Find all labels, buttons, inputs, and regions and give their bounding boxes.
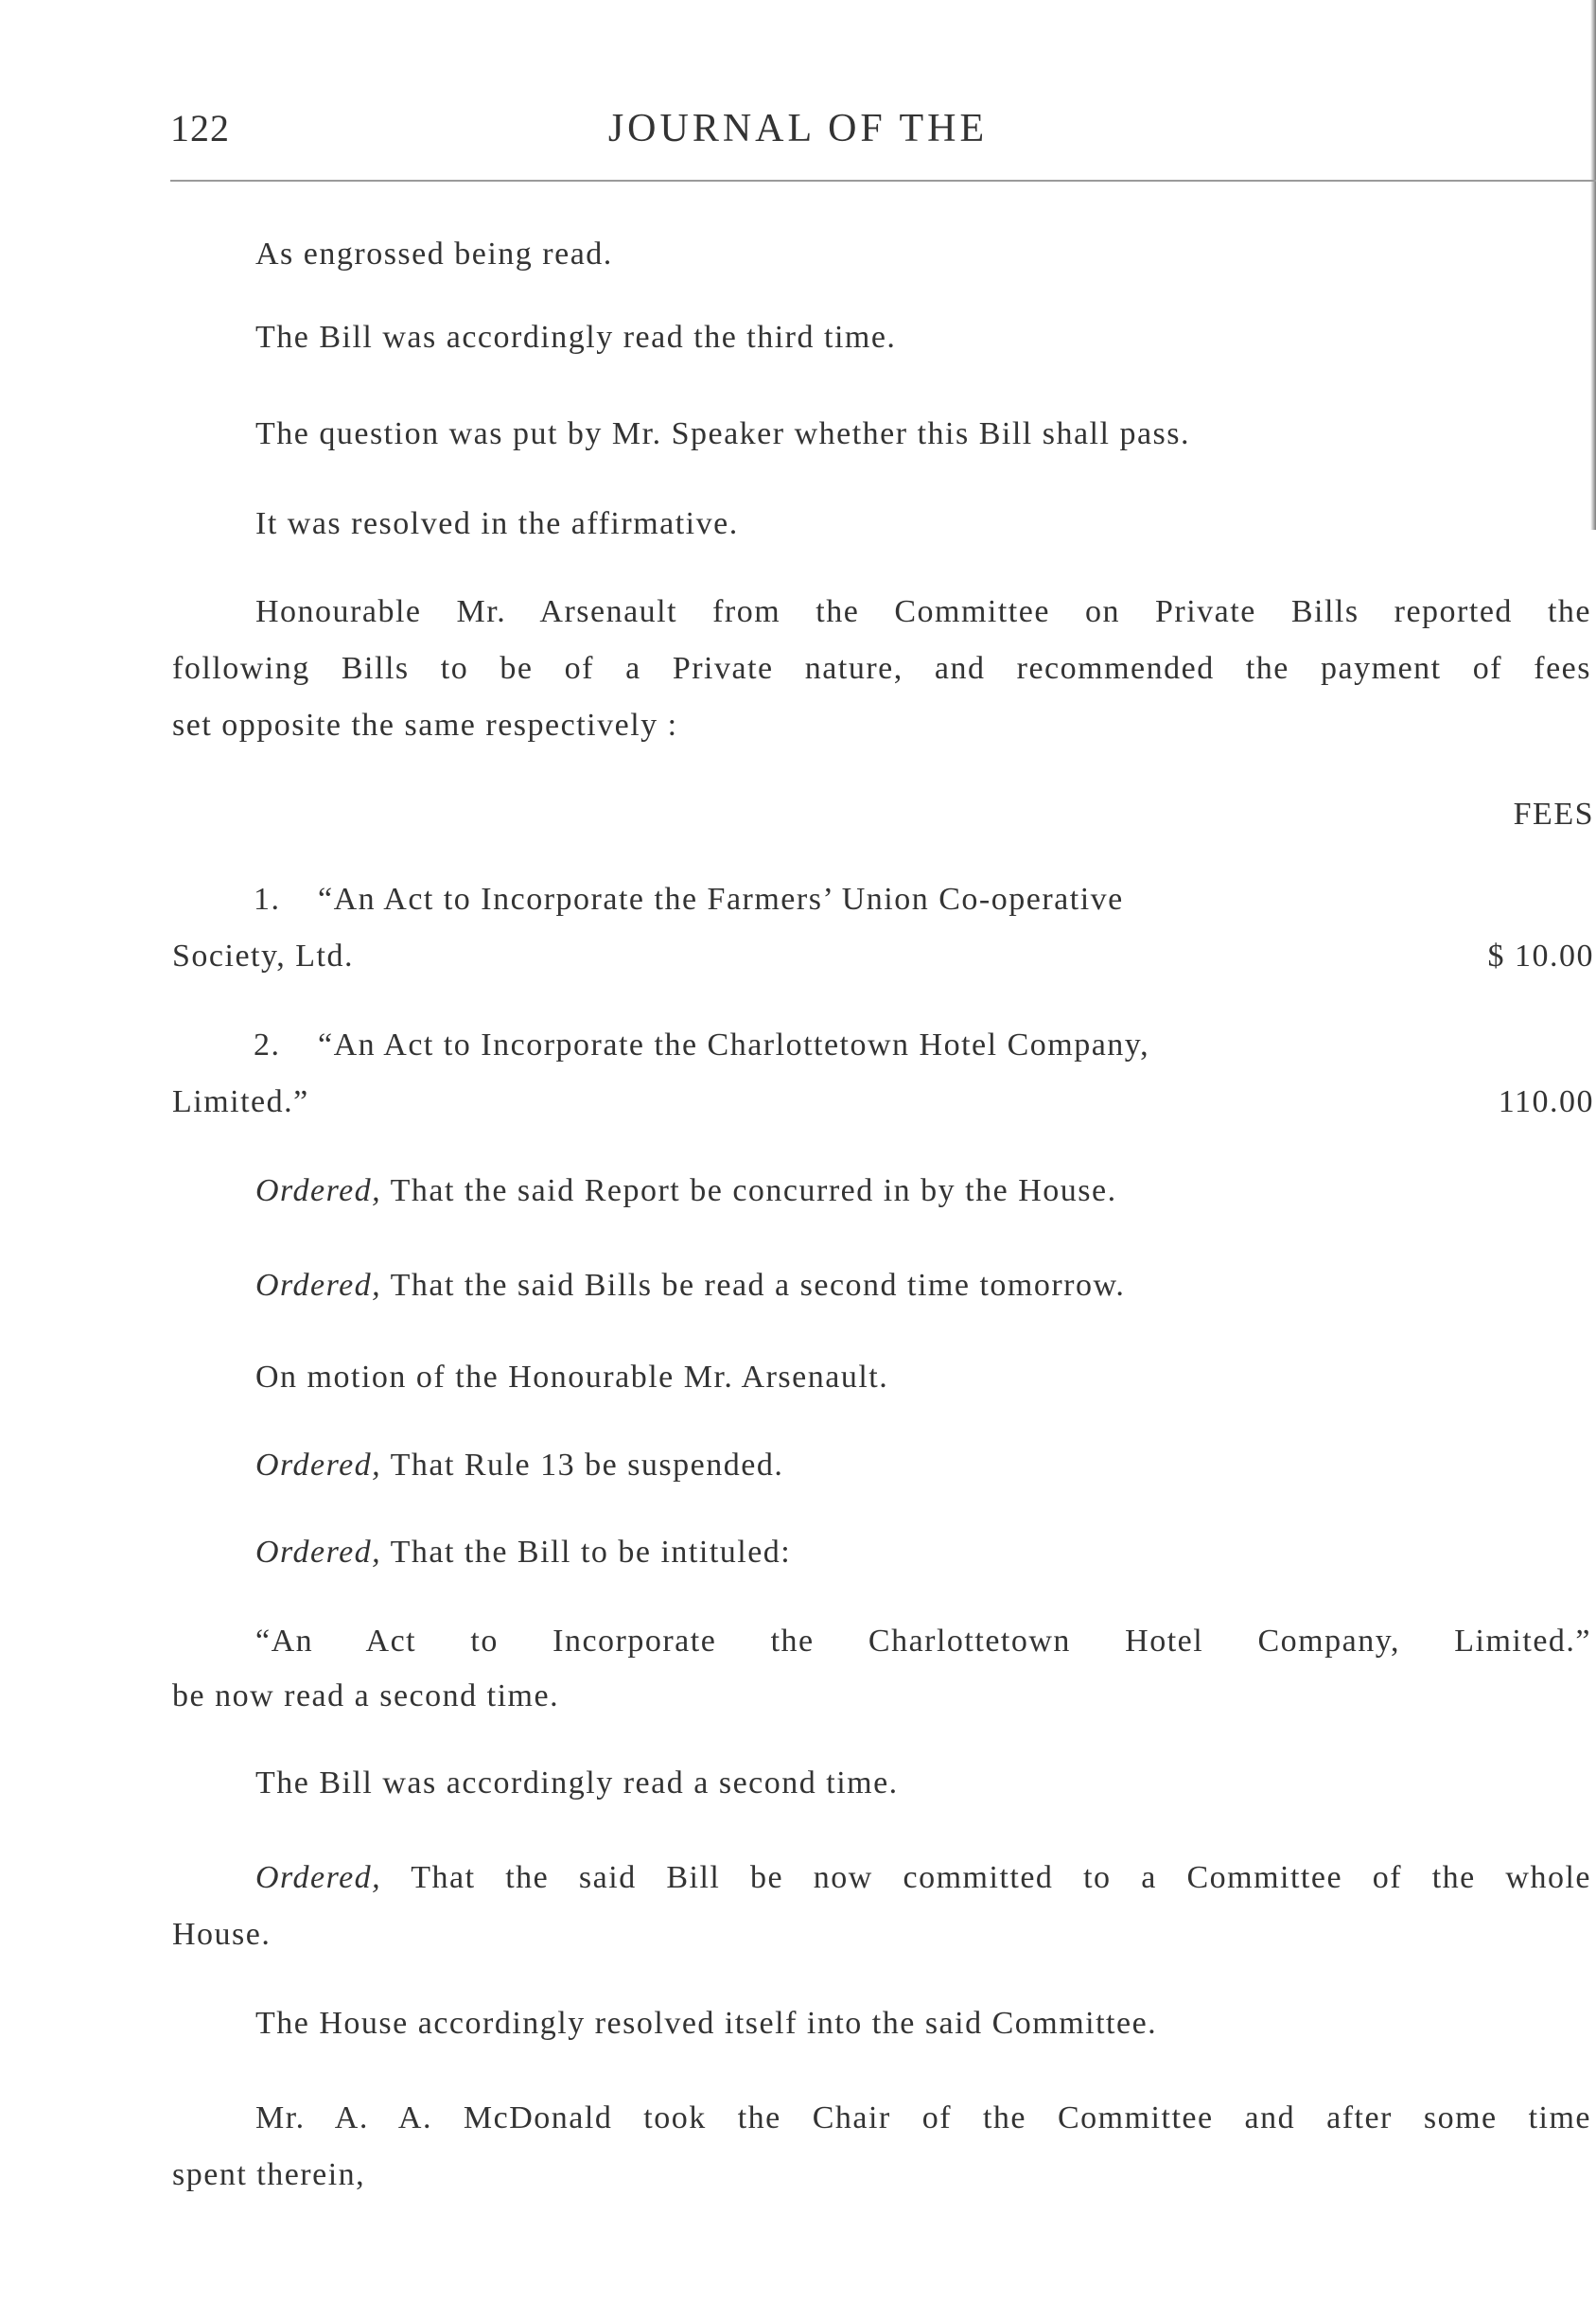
item-1-title-line-2: Society, Ltd.: [172, 939, 354, 974]
ordered-label: Ordered,: [255, 1860, 382, 1895]
ordered-text: That the said Bill be now committed to a Committee of the whole: [411, 1860, 1592, 1895]
ordered-committed-continuation: House.: [172, 1917, 272, 1952]
item-2-fee: 110.00: [1498, 1084, 1594, 1119]
quoted-bill-title: “An Act to Incorporate the Charlottetown Hotel Company, Limited.”: [255, 1624, 1591, 1659]
header-rule: [170, 180, 1596, 182]
item-2-number: 2.: [254, 1028, 281, 1063]
ordered-label: Ordered,: [255, 1448, 382, 1483]
paragraph-second-reading: The Bill was accordingly read a second time.: [255, 1765, 899, 1800]
paragraph-report-line-2: following Bills to be of a Private nature, and recommended the payment of fees: [172, 651, 1591, 686]
ordered-label: Ordered,: [255, 1268, 382, 1303]
ordered-text: That the said Report be concurred in by the House.: [390, 1173, 1117, 1208]
page-edge-shadow: [1590, 0, 1596, 530]
ordered-text: That the Bill to be intituled:: [390, 1535, 792, 1570]
item-1-fee: $ 10.00: [1487, 939, 1594, 974]
page-number: 122: [170, 107, 230, 149]
ordered-report-concurred: [255, 1173, 1117, 1209]
ordered-text: That the said Bills be read a second time tomorrow.: [390, 1268, 1126, 1303]
motion-paragraph: On motion of the Honourable Mr. Arsenault.: [255, 1360, 889, 1395]
item-2-title-line-2: Limited.”: [172, 1084, 309, 1119]
paragraph-report-line-3: set opposite the same respectively :: [172, 708, 678, 743]
paragraph-chair-line-1: Mr. A. A. McDonald took the Chair of the Committee and after some time: [255, 2100, 1591, 2135]
ordered-committed: [255, 1860, 1591, 1896]
item-1-number: 1.: [254, 882, 281, 917]
paragraph-third-reading: The Bill was accordingly read the third time.: [255, 320, 897, 355]
item-1-title-line-1: “An Act to Incorporate the Farmers’ Union Co-operative: [318, 882, 1124, 917]
quoted-bill-continuation: be now read a second time.: [172, 1678, 560, 1713]
paragraph-engrossed: As engrossed being read.: [255, 237, 613, 272]
running-title: JOURNAL OF THE: [607, 107, 989, 150]
ordered-text: That Rule 13 be suspended.: [390, 1448, 784, 1483]
paragraph-resolved-committee: The House accordingly resolved itself into the said Committee.: [255, 2006, 1158, 2041]
fees-heading: FEES: [1513, 797, 1594, 832]
paragraph-question: The question was put by Mr. Speaker whether this Bill shall pass.: [255, 416, 1190, 451]
item-2-title-line-1: “An Act to Incorporate the Charlottetown Hotel Company,: [318, 1028, 1150, 1063]
paragraph-report-line-1: Honourable Mr. Arsenault from the Committee on Private Bills reported the: [255, 594, 1591, 629]
ordered-label: Ordered,: [255, 1535, 382, 1570]
ordered-second-reading: [255, 1268, 1125, 1304]
paragraph-resolved: It was resolved in the affirmative.: [255, 506, 739, 541]
ordered-bill-intituled: [255, 1535, 791, 1571]
paragraph-chair-line-2: spent therein,: [172, 2157, 366, 2192]
ordered-label: Ordered,: [255, 1173, 382, 1208]
ordered-rule-suspended: [255, 1448, 783, 1484]
